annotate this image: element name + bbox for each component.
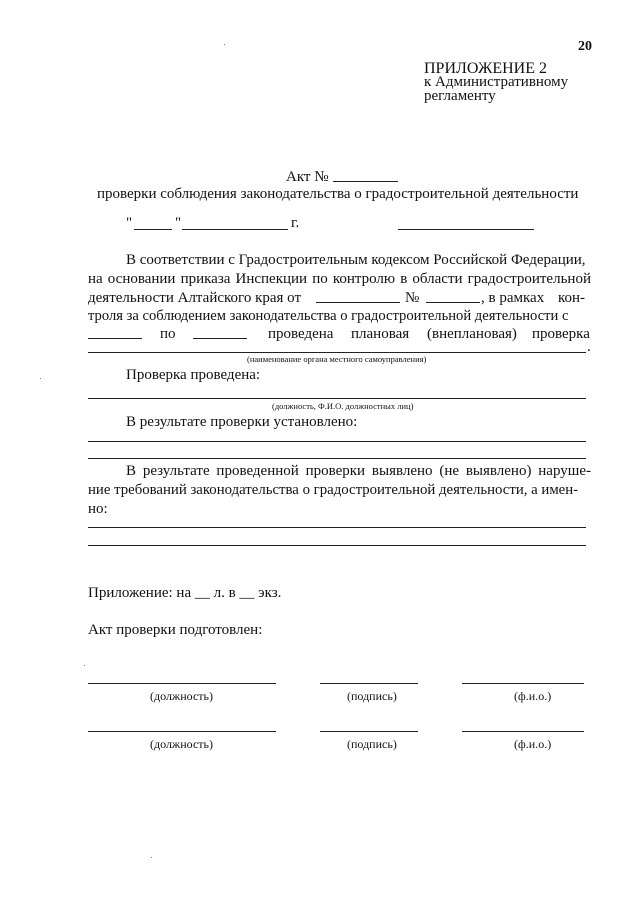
sig1-signature-line — [320, 683, 418, 684]
p1-line2-word: контролю — [332, 271, 396, 287]
p1-line5-w4: проверка — [532, 326, 590, 342]
prepared-label: Акт проверки подготовлен: — [88, 622, 263, 638]
p2-line1-word: В — [126, 463, 137, 479]
scan-speck — [224, 44, 225, 45]
order-date-line — [316, 302, 400, 303]
p1-line2-word: по — [312, 271, 328, 287]
p1-line3-c: , в рамках — [481, 290, 545, 306]
date-quote-open: " — [126, 215, 133, 231]
p2-line2: ние требований законодательства о градостроительной деятельности, а имен- — [88, 482, 579, 498]
sig1-position-caption: (должность) — [150, 689, 213, 703]
org-name-period: . — [587, 339, 591, 355]
p1-line4: троля за соблюдением законодательства о градостроительной деятельности с — [88, 308, 569, 324]
sig2-signature-line — [320, 731, 418, 732]
sig1-signature-caption: (подпись) — [347, 689, 397, 703]
date-quote-close: " — [175, 215, 182, 231]
violation-line-1 — [88, 527, 586, 528]
p2-line1-word: выявлено — [371, 463, 433, 479]
result-line-1 — [88, 441, 586, 442]
order-number-line — [426, 302, 480, 303]
act-title: Акт № — [286, 169, 329, 185]
attachment-label: Приложение: на __ л. в __ экз. — [88, 585, 282, 601]
sig2-name-line — [462, 731, 584, 732]
date-month-line — [182, 229, 288, 230]
check-done-label: Проверка проведена: — [126, 367, 261, 383]
appendix-line-3: регламенту — [424, 88, 496, 104]
sig1-name-caption: (ф.и.о.) — [514, 689, 552, 703]
p1-line2-word: градостроительной — [467, 271, 591, 287]
p1-line2 — [88, 270, 591, 289]
p1-line1: В соответствии с Градостроительным кодексом Российской Федерации, — [126, 252, 586, 268]
p2-line1-word: проведенной — [216, 463, 299, 479]
p1-line3-a: деятельности Алтайского края от — [88, 290, 302, 306]
p1-line3-d: кон- — [558, 290, 586, 306]
page-number: 20 — [578, 39, 592, 54]
p2-line1 — [126, 462, 591, 481]
p2-line1-word: результате — [142, 463, 210, 479]
sig1-position-line — [88, 683, 276, 684]
sig1-name-line — [462, 683, 584, 684]
date-day-line — [134, 229, 172, 230]
p1-line2-word: области — [412, 271, 463, 287]
p1-line5-po: по — [160, 326, 176, 342]
p1-line5-w2: плановая — [351, 326, 410, 342]
sig2-signature-caption: (подпись) — [347, 737, 397, 751]
period-start-line — [88, 338, 142, 339]
p1-line2-word: основании — [107, 271, 176, 287]
p1-line2-word: Инспекции — [235, 271, 308, 287]
p1-line2-word: приказа — [180, 271, 231, 287]
p2-line1-word: (не — [439, 463, 460, 479]
p1-line5-w1: проведена — [268, 326, 334, 342]
p2-line1-word: проверки — [305, 463, 366, 479]
period-end-line — [193, 338, 247, 339]
appendix-title: ПРИЛОЖЕНИЕ 2 — [424, 60, 548, 77]
p2-line1-word: выявлено) — [465, 463, 532, 479]
sig2-position-line — [88, 731, 276, 732]
place-line — [398, 229, 534, 230]
p1-line3-no: № — [405, 290, 420, 306]
scan-speck — [151, 857, 152, 858]
org-name-line — [88, 352, 586, 353]
date-year-suffix: г. — [291, 215, 300, 231]
scan-speck — [40, 378, 41, 379]
act-number-line — [333, 181, 398, 182]
scan-speck — [84, 665, 85, 666]
p1-line5-w3: (внеплановая) — [427, 326, 517, 342]
officials-line — [88, 398, 586, 399]
act-subtitle: проверки соблюдения законодательства о градостроительной деятельности — [97, 186, 579, 202]
p1-line2-word: на — [88, 271, 103, 287]
violation-line-2 — [88, 545, 586, 546]
result-line-2 — [88, 458, 586, 459]
p1-line2-word: в — [400, 271, 408, 287]
result-established-label: В результате проверки установлено: — [126, 414, 358, 430]
appendix-line-2: к Административному — [424, 74, 569, 90]
caption-officials: (должность, Ф.И.О. должностных лиц) — [272, 401, 414, 411]
sig2-name-caption: (ф.и.о.) — [514, 737, 552, 751]
p2-line1-word: наруше- — [538, 463, 591, 479]
p2-line3: но: — [88, 501, 108, 517]
caption-org: (наименование органа местного самоуправления) — [247, 354, 427, 364]
sig2-position-caption: (должность) — [150, 737, 213, 751]
